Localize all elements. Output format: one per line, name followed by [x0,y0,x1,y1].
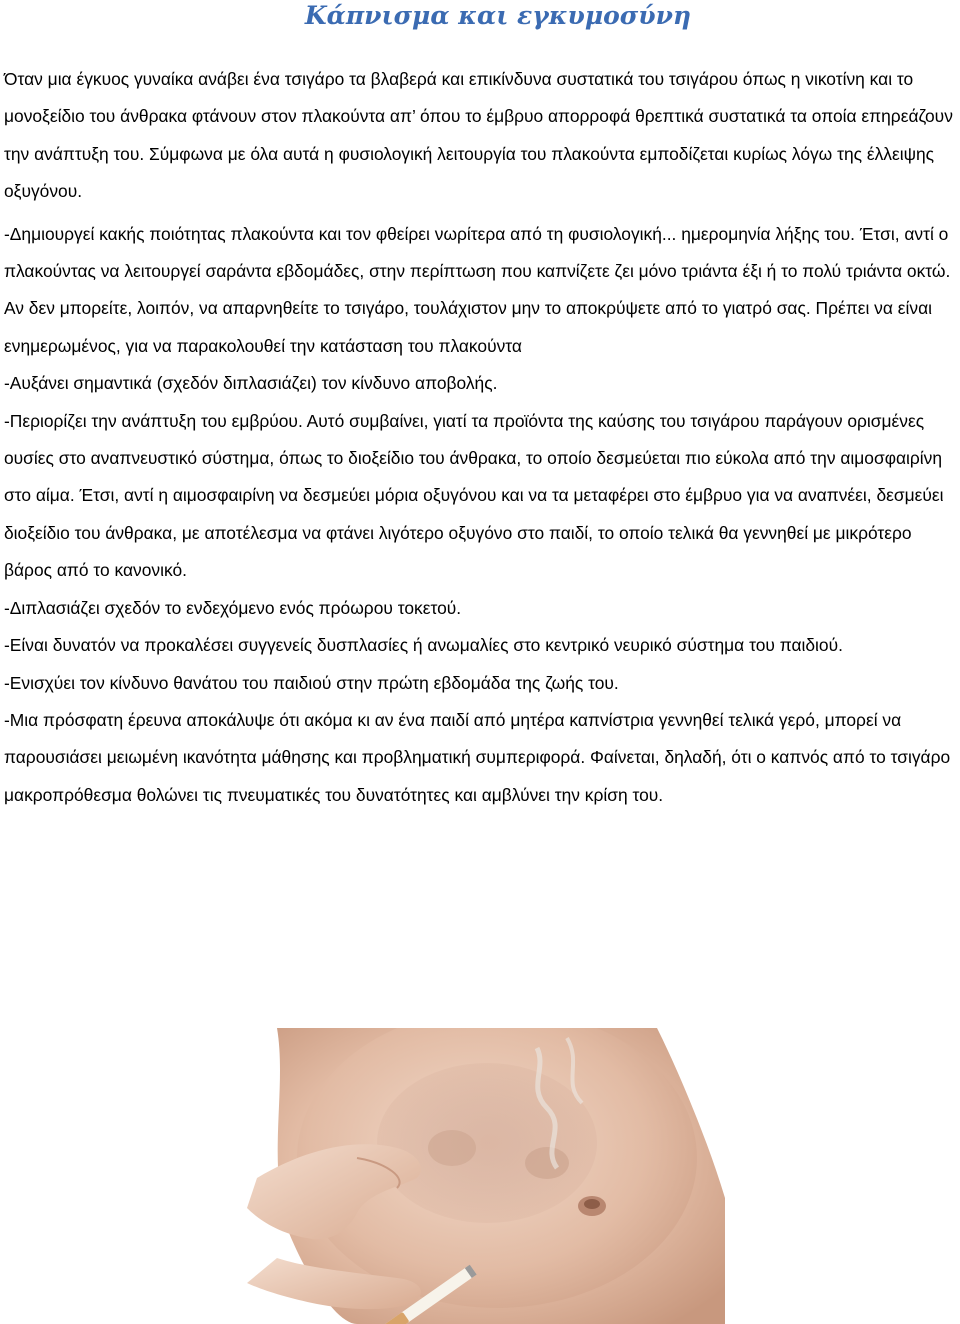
paragraph-placenta: -Δημιουργεί κακής ποιότητας πλακούντα και τον φθείρει νωρίτερα από τη φυσιολογική... ημερομηνία λήξης του. Έτσι, αντί ο πλακούντας να λειτουργεί σαράντα εβδομάδες, στην περίπτωση που καπνίζετε ζει μόνο τριάντα έξι ή το πολύ τριάντα οκτώ. Αν δεν μπορείτε, λοιπόν, να απαρνηθείτε το τσιγάρο, τουλάχιστον μην το αποκρύψετε από το γιατρό σας. Πρέπει να είναι ενημερωμένος, για να παρακολουθεί την κατάσταση του πλακούντα [4,223,951,356]
paragraph-miscarriage: -Αυξάνει σημαντικά (σχεδόν διπλασιάζει) τον κίνδυνο αποβολής. [4,373,498,394]
paragraph-research: -Μια πρόσφατη έρευνα αποκάλυψε ότι ακόμα κι αν ένα παιδί από μητέρα καπνίστρια γεννηθεί τελικά γερό, μπορεί να παρουσιάσει μειωμένη ικανότητα μάθησης και προβληματική συμπεριφορά. Φαίνεται, δηλαδή, ότι ο καπνός από το τσιγάρο μακροπρόθεσμα θολώνει τις πνευματικές του δυνατότητες και αμβλύνει την κρίση του. [4,709,951,805]
paragraph-premature-birth: -Διπλασιάζει σχεδόν το ενδεχόμενο ενός πρόωρου τοκετού. [4,597,462,618]
paragraph-growth: -Περιορίζει την ανάπτυξη του εμβρύου. Αυτό συμβαίνει, γιατί τα προϊόντα της καύσης του τσιγάρου παράγουν ορισμένες ουσίες στο αναπνευστικό σύστημα, όπως το διοξείδιο του άνθρακα, το οποίο δεσμεύεται πιο εύκολα από την αιμοσφαιρίνη στο αίμα. Έτσι, αντί η αιμοσφαιρίνη να δεσμεύει μόρια οξυγόνου και να τα μεταφέρει στο έμβρυο για να αναπνέει, δεσμεύει διοξείδιο του άνθρακα, με αποτέλεσμα να φτάνει λιγότερο οξυγόνο στο παιδί, το οποίο τελικά θα γεννηθεί με μικρότερο βάρος από το κανονικό. [4,410,944,581]
pregnant-belly-illustration [247,1028,725,1324]
pregnant-smoking-photo [247,1028,725,1324]
paragraph-intro: Όταν μια έγκυος γυναίκα ανάβει ένα τσιγάρο τα βλαβερά και επικίνδυνα συστατικά του τσιγάρου όπως η νικοτίνη και το μονοξείδιο του άνθρακα φτάνουν στον πλακούντα απ’ όπου το έμβρυο απορροφά θρεπτικά συστατικά τα οποία επηρεάζουν την ανάπτυξη του. Σύμφωνα με όλα αυτά η φυσιολογική λειτουργία του πλακούντα εμποδίζεται κυρίως λόγω της έλλειψης οξυγόνου. [4,69,953,202]
paragraph-infant-death: -Ενισχύει τον κίνδυνο θανάτου του παιδιού στην πρώτη εβδομάδα της ζωής του. [4,672,619,693]
article-body [4,61,957,814]
page-title: Κάπνισμα και εγκυμοσύνη [304,1,692,30]
paragraph-malformations: -Είναι δυνατόν να προκαλέσει συγγενείς δυσπλασίες ή ανωμαλίες στο κεντρικό νευρικό σύστημα του παιδιού. [4,635,843,656]
